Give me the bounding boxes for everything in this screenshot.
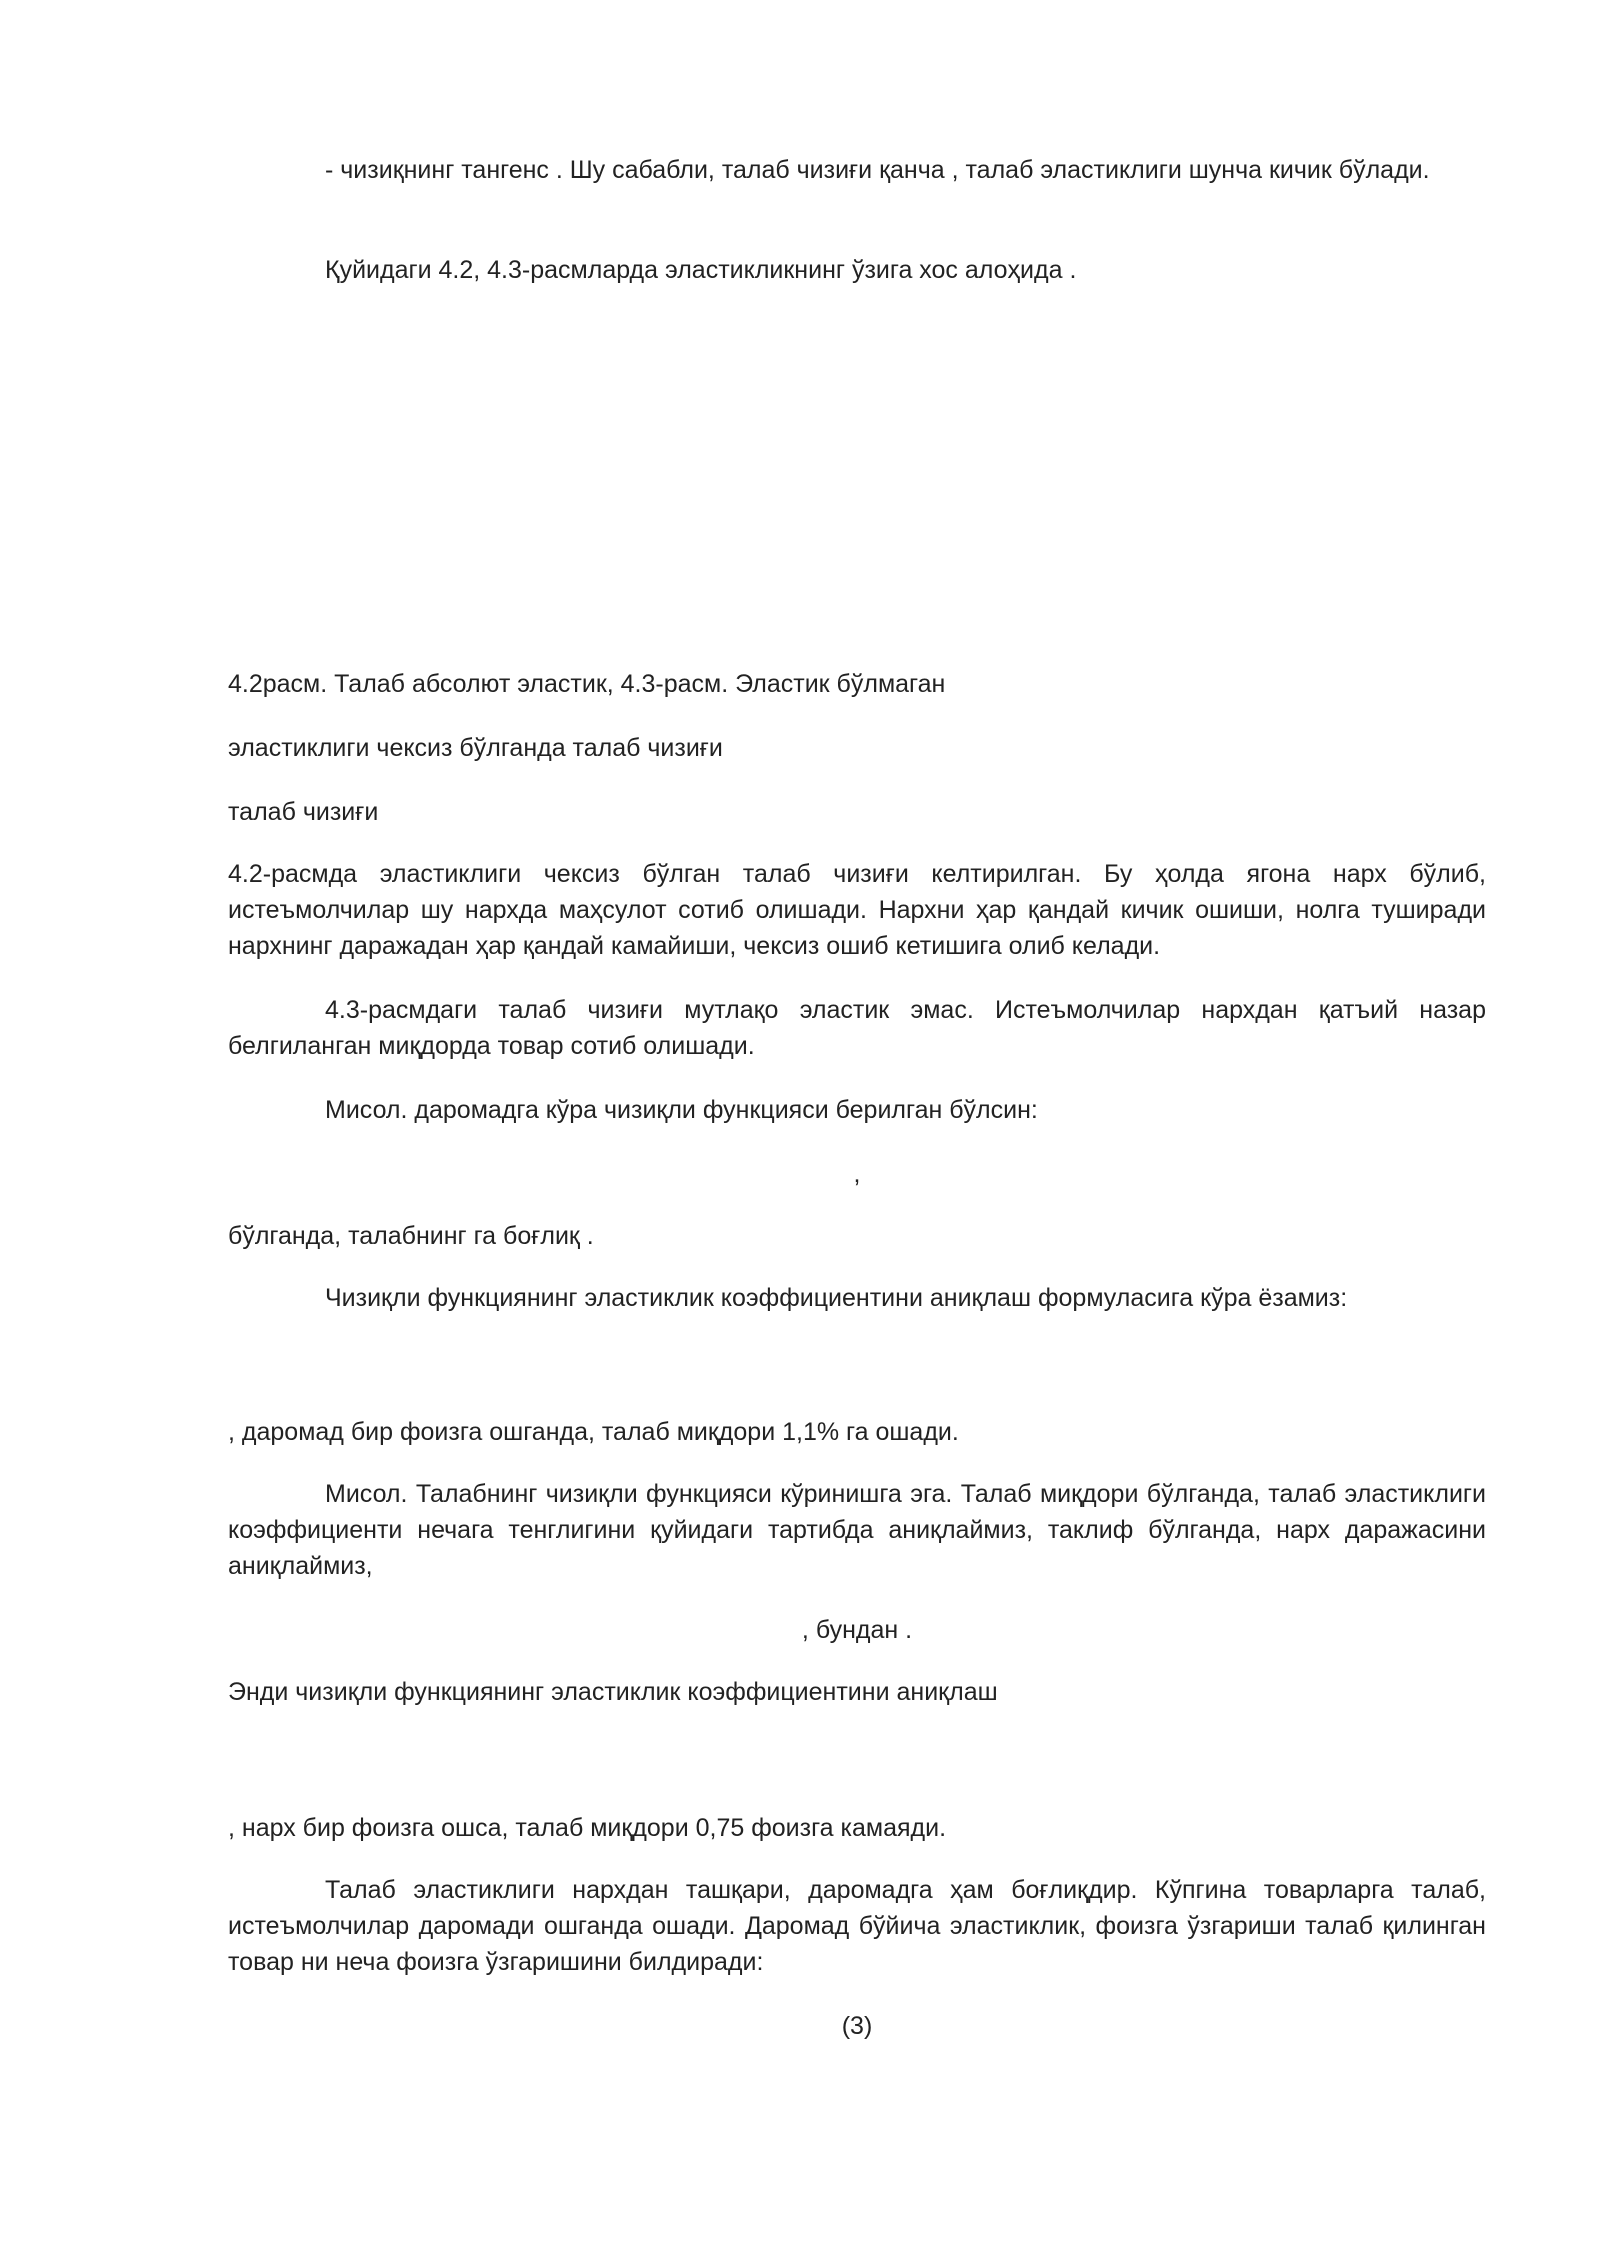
paragraph-figure-4-2: 4.2-расмда эластиклиги чексиз бўлган талаб чизиғи келтирилган. Бу ҳолда ягона нарх бўлиб, истеъмолчилар шу нархда маҳсулот сотиб олишади. Нархни ҳар қандай кичик ошиши, нолга туширади нархнинг даражадан ҳар қандай камайиши, чексиз ошиб кетишига олиб келади. <box>228 860 1486 960</box>
paragraph-figures-intro: Қуйидаги 4.2, 4.3-расмларда эластикликнинг ўзига хос алоҳида . <box>325 256 1077 284</box>
figure-caption-line-3: талаб чизиғи <box>228 798 379 826</box>
paragraph-figure-4-3: 4.3-расмдаги талаб чизиғи мутлақо эластик эмас. Истеъмолчилар нархдан қатъий назар белгиланган миқдорда товар сотиб олишади. <box>228 996 1486 1060</box>
figure-caption-line-2: эластиклиги чексиз бўлганда талаб чизиғи <box>228 734 723 762</box>
paragraph-tangent: - чизиқнинг тангенс . Шу сабабли, талаб чизиғи қанча , талаб эластиклиги шунча кичик бўлади. <box>325 156 1430 184</box>
paragraph-price-result: , нарх бир фоизга ошса, талаб миқдори 0,75 фоизга камаяди. <box>228 1814 947 1842</box>
paragraph-income-elasticity: Талаб эластиклиги нархдан ташқари, даромадга ҳам боғлиқдир. Кўпгина товарларга талаб, истеъмолчилар даромади ошганда ошади. Даромад бўйича эластиклик, фоизга ўзгариши талаб қилинган товар ни неча фоизга ўзгаришини билдиради: <box>228 1876 1486 1976</box>
paragraph-example-2: Мисол. Талабнинг чизиқли функцияси кўринишга эга. Талаб миқдори бўлганда, талаб эластиклиги коэффициенти нечага тенглигини қуйидаги тартибда аниқлаймиз, таклиф бўлганда, нарх даражасини аниқлаймиз, <box>228 1480 1486 1580</box>
formula-comma-line: , <box>853 1160 861 1188</box>
figure-caption-line-1: 4.2расм. Талаб абсолют эластик, 4.3-расм. Эластик бўлмаган <box>228 670 946 698</box>
formula-line-bundan: , бундан . <box>801 1616 913 1644</box>
paragraph-dependence: бўлганда, талабнинг га боғлиқ . <box>228 1222 594 1250</box>
paragraph-income-result: , даромад бир фоизга ошганда, талаб миқдори 1,1% га ошади. <box>228 1418 959 1446</box>
equation-number: (3) <box>841 2012 873 2040</box>
paragraph-now-determine: Энди чизиқли функциянинг эластиклик коэффициентини аниқлаш <box>228 1678 998 1706</box>
paragraph-example-1: Мисол. даромадга кўра чизиқли функцияси берилган бўлсин: <box>325 1096 1038 1124</box>
paragraph-elasticity-formula: Чизиқли функциянинг эластиклик коэффициентини аниқлаш формуласига кўра ёзамиз: <box>325 1284 1348 1312</box>
